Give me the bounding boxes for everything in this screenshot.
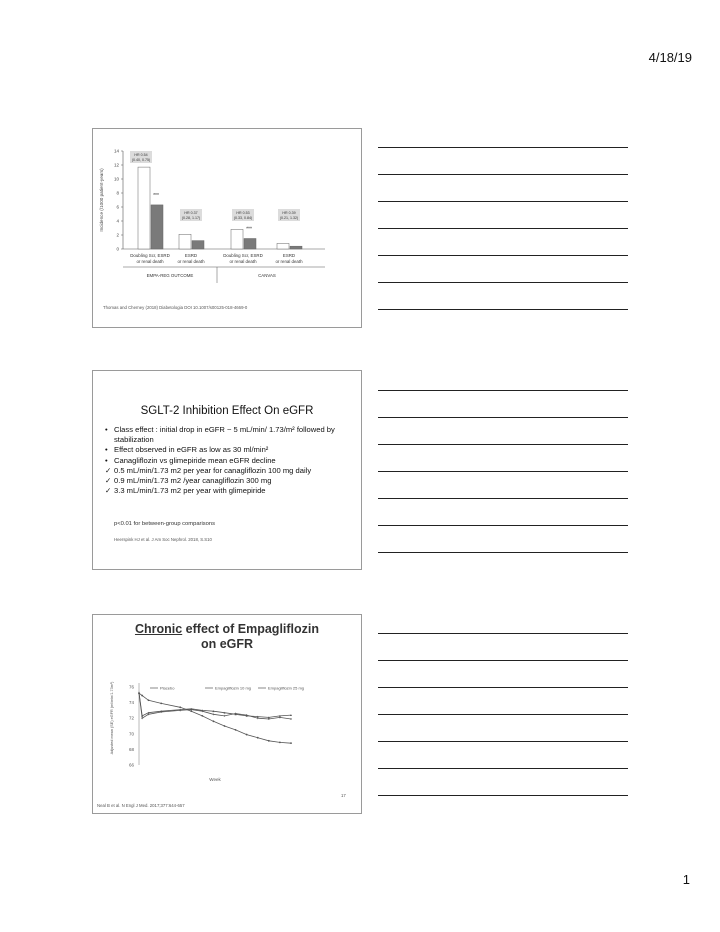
data-point — [141, 695, 143, 697]
y-tick-label: 76 — [128, 684, 134, 690]
y-tick-label: 0 — [116, 246, 119, 252]
slide-2-title: SGLT-2 Inhibition Effect On eGFR — [140, 405, 314, 417]
bar-sglt2 — [290, 246, 302, 249]
y-tick-label: 68 — [128, 746, 134, 752]
slide-2-bullet — [105, 425, 355, 445]
y-tick-label: 2 — [116, 232, 119, 238]
data-point — [148, 699, 150, 701]
slide-2-bullet-text: 0.5 mL/min/1.73 m2 per year for canagliflozin 100 mg daily — [114, 465, 312, 475]
slide-1-thumbnail[interactable] — [92, 128, 362, 328]
data-point — [201, 715, 203, 717]
x-category-label-line1: ESRD — [282, 253, 296, 258]
data-point — [246, 734, 248, 736]
data-point — [235, 729, 237, 731]
note-line — [378, 228, 628, 229]
bar-sglt2 — [151, 205, 163, 249]
data-point — [268, 740, 270, 742]
series-line-1 — [139, 693, 291, 718]
x-category-label-line1: Doubling Scr, ESRD — [130, 253, 170, 258]
slide-2-subnote: p<0.01 for between-group comparisons — [114, 521, 216, 527]
data-point — [160, 702, 162, 704]
note-line — [378, 201, 628, 202]
note-line — [378, 714, 628, 715]
group-label-canvas: CANVAS — [258, 273, 276, 278]
bullet-icon: • — [105, 445, 108, 455]
series-line-2 — [139, 693, 291, 719]
bar-sglt2 — [244, 239, 256, 250]
slide-2-thumbnail[interactable] — [92, 370, 362, 570]
slide-2-bullet-text: Effect observed in eGFR as low as 30 ml/min² — [114, 445, 269, 455]
slide-1-citation: Thomas and Cherney (2018) Diabetologia DOI 10.1007/s00125-018-4669-0 — [103, 305, 248, 310]
data-point — [224, 725, 226, 727]
hr-label-value: HR 0.54 — [134, 153, 148, 157]
y-axis-label: Adjusted mean (SE) eGFR (ml/min/1.73m²) — [110, 681, 114, 755]
note-line — [378, 741, 628, 742]
y-tick-label: 66 — [128, 762, 134, 768]
y-tick-label: 74 — [128, 700, 134, 706]
data-point — [213, 720, 215, 722]
slide-3-slide-number: 17 — [341, 793, 346, 798]
legend-label: Empagliflozin 25 mg — [268, 685, 305, 691]
bar-placebo — [277, 243, 289, 249]
x-category-label-line2: or renal death — [136, 259, 164, 264]
legend-label: Empagliflozin 10 mg — [215, 685, 252, 691]
note-line — [378, 147, 628, 148]
slide-2-citation: Heerspink HJ et al. J Am Soc Nephrol. 2018, S.S10 — [114, 537, 212, 542]
data-point — [212, 713, 214, 715]
slide-2-bullet — [105, 476, 355, 486]
slide-2-bullet — [105, 466, 355, 476]
note-line — [378, 795, 628, 796]
y-tick-label: 4 — [116, 218, 119, 224]
y-tick-label: 70 — [128, 731, 134, 737]
note-line — [378, 174, 628, 175]
checkmark-icon: ✓ — [105, 465, 112, 475]
x-category-label-line1: Doubling Scr, ESRD — [223, 253, 263, 258]
note-line — [378, 282, 628, 283]
note-line — [378, 687, 628, 688]
data-point — [224, 715, 226, 717]
significance-marker: *** — [246, 226, 252, 233]
slide-3-title-rest: effect of Empagliflozin — [182, 622, 320, 636]
slide-2-bullet — [105, 486, 355, 496]
data-point — [290, 742, 292, 744]
data-point — [290, 718, 292, 720]
bullet-icon: • — [105, 425, 108, 434]
checkmark-icon: ✓ — [105, 476, 112, 486]
slide-3-title-line2: on eGFR — [200, 637, 254, 651]
data-point — [279, 741, 281, 743]
note-line — [378, 660, 628, 661]
x-category-label-line1: ESRD — [184, 253, 198, 258]
note-line — [378, 552, 628, 553]
x-category-label-line2: or renal death — [229, 259, 257, 264]
slide-2-bullet-text: 3.3 mL/min/1.73 m2 per year with glimepiride — [114, 486, 266, 496]
hr-label-ci: (0.33, 0.84) — [233, 216, 253, 220]
hr-label-value: HR 0.39 — [282, 211, 296, 215]
data-point — [257, 737, 259, 739]
note-line — [378, 525, 628, 526]
note-line — [378, 255, 628, 256]
bar-placebo — [179, 234, 191, 249]
note-line — [378, 390, 628, 391]
hr-label-value: HR 0.37 — [184, 211, 198, 215]
y-tick-label: 6 — [116, 204, 119, 210]
bullet-icon: • — [105, 455, 108, 465]
slide-3-line-chart — [93, 615, 361, 813]
y-tick-label: 14 — [113, 148, 119, 154]
bar-placebo — [138, 167, 150, 249]
slide-2-bullet-text: 0.9 mL/min/1.73 m2 /year canagliflozin 300 mg — [114, 476, 272, 486]
hr-label-ci: (0.40, 0.75) — [131, 158, 151, 162]
y-tick-label: 72 — [128, 715, 134, 721]
significance-marker: *** — [153, 192, 159, 199]
note-line — [378, 309, 628, 310]
x-category-label-line2: or renal death — [177, 259, 205, 264]
slide-3-title-emphasis: Chronic — [134, 622, 183, 636]
data-point — [179, 706, 181, 708]
hr-label-ci: (0.21, 1.32) — [279, 216, 299, 220]
legend-label: Placebo — [160, 685, 175, 691]
slide-1-bar-chart — [93, 129, 361, 327]
group-label-empa-reg: EMPA-REG OUTCOME — [146, 273, 194, 278]
note-line — [378, 768, 628, 769]
slide-2-bullet-list — [105, 425, 355, 496]
y-tick-label: 12 — [113, 162, 119, 168]
checkmark-icon: ✓ — [105, 486, 112, 496]
x-axis-label: Week — [209, 777, 221, 782]
slide-3-citation: Neal B et al. N Engl J Med. 2017;377:644-657 — [97, 803, 185, 808]
y-axis-label: Incidence (/1000 patient-years) — [99, 168, 104, 232]
page-number: 1 — [682, 872, 690, 887]
bar-sglt2 — [192, 241, 204, 249]
note-line — [378, 633, 628, 634]
y-tick-label: 8 — [116, 190, 119, 196]
note-line — [378, 471, 628, 472]
note-line — [378, 417, 628, 418]
hr-label-value: HR 0.53 — [236, 211, 250, 215]
x-category-label-line2: or renal death — [275, 259, 303, 264]
y-tick-label: 10 — [113, 176, 119, 182]
slide-2-bullet — [105, 456, 355, 466]
header-date: 4/18/19 — [648, 50, 692, 65]
slide-2-bullet — [105, 445, 355, 455]
bar-placebo — [231, 229, 243, 249]
slide-2-bullet-text: Canagliflozin vs glimepiride mean eGFR decline — [114, 455, 276, 465]
slide-3-thumbnail[interactable] — [92, 614, 362, 814]
note-line — [378, 444, 628, 445]
hr-label-ci: (0.28, 1.17) — [181, 216, 201, 220]
slide-2-bullet-text: Class effect : initial drop in eGFR ~ 5 mL/min/ 1.73/m² followed by stabilization — [114, 425, 335, 445]
note-line — [378, 498, 628, 499]
